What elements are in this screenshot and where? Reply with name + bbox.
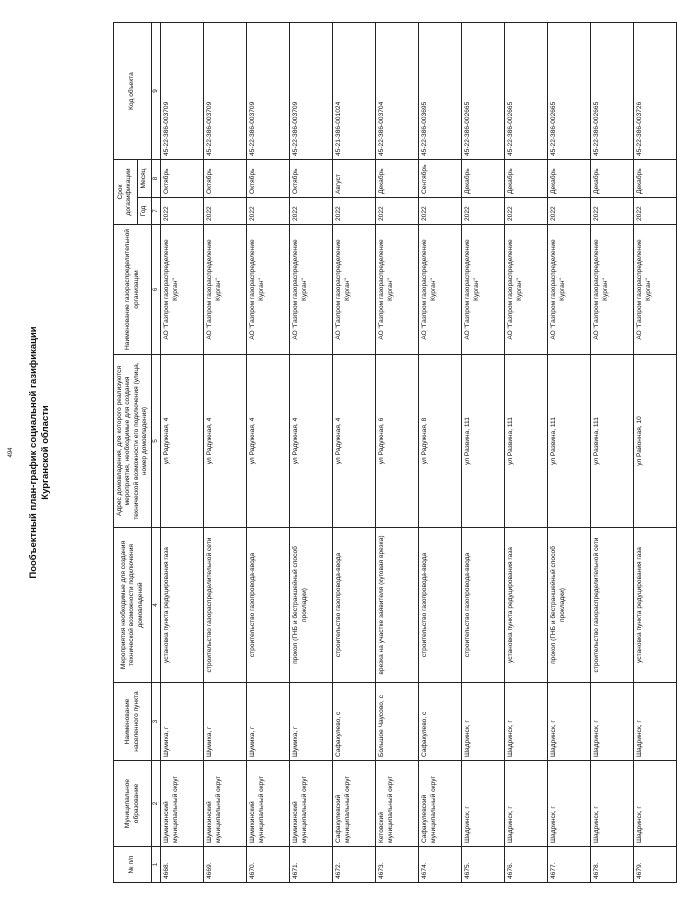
table-row [333,23,376,883]
row-number: 4679. [634,847,677,883]
column-number: 2 [152,761,161,847]
header-col-event: Мероприятия необходимые для создания технической возможности подключения домовладений [114,528,152,683]
title-line-2: Курганской области [40,405,51,500]
organization-cell: АО "Газпром газораспределение Курган" [419,225,462,355]
table-row [290,23,333,883]
address-cell: ул Радужная, 8 [419,355,462,528]
month-cell: Декабрь [548,160,591,198]
table-row [419,23,462,883]
month-cell: Октябрь [290,160,333,198]
code-cell: 45-21-386-001024 [333,23,376,160]
municipality-cell: Шадринск, г [505,761,548,847]
row-number: 4677. [548,847,591,883]
month-cell: Декабрь [634,160,677,198]
row-number: 4676. [505,847,548,883]
address-cell: ул Радужная, 4 [204,355,247,528]
settlement-cell: Шумиха, г [290,683,333,761]
column-numbers-row [152,23,161,883]
address-cell: ул Радужная, 4 [247,355,290,528]
month-cell: Декабрь [376,160,419,198]
column-number: 7 [152,198,161,225]
header-col-month: Месяц [137,160,152,198]
month-cell: Октябрь [161,160,204,198]
organization-cell: АО "Газпром газораспределение Курган" [333,225,376,355]
address-cell: ул Развина, 111 [548,355,591,528]
row-number: 4669. [204,847,247,883]
address-cell: ул Развина, 111 [462,355,505,528]
month-cell: Август [333,160,376,198]
event-cell: строительство газораспределительной сети [591,528,634,683]
settlement-cell: Шадринск, г [548,683,591,761]
organization-cell: АО "Газпром газораспределение Курган" [204,225,247,355]
year-cell: 2022 [548,198,591,225]
municipality-cell: Шадринск, г [634,761,677,847]
municipality-cell: Шумихинский муниципальный округ [247,761,290,847]
plan-table [113,22,677,883]
year-cell: 2022 [376,198,419,225]
code-cell: 45-22-386-002665 [548,23,591,160]
table-row [462,23,505,883]
year-cell: 2022 [247,198,290,225]
address-cell: ул Радужная, 4 [290,355,333,528]
settlement-cell: Шадринск, г [591,683,634,761]
year-cell: 2022 [290,198,333,225]
row-number: 4673. [376,847,419,883]
header-col-organization: Наименование газораспределительной организации [114,225,152,355]
row-number: 4675. [462,847,505,883]
column-number: 9 [152,23,161,160]
settlement-cell: Шадринск, г [462,683,505,761]
table-row [161,23,204,883]
event-cell: строительство газораспределительной сети [204,528,247,683]
municipality-cell: Шумихинский муниципальный округ [161,761,204,847]
month-cell: Декабрь [591,160,634,198]
organization-cell: АО "Газпром газораспределение Курган" [634,225,677,355]
municipality-cell: Кетовский муниципальный округ [376,761,419,847]
settlement-cell: Сафакулево, с [419,683,462,761]
month-cell: Октябрь [204,160,247,198]
year-cell: 2022 [505,198,548,225]
header-col-year: Год [137,198,152,225]
municipality-cell: Шадринск, г [591,761,634,847]
header-col-address: Адрес домовладения, для которого реализуются мероприятия, необходимые для создания технической возможности его подключения (улица, номер домовладения) [114,355,152,528]
address-cell: ул Развина, 111 [505,355,548,528]
table-row [634,23,677,883]
event-cell: установка пункта редуцирования газа [161,528,204,683]
address-cell: ул Районная, 10 [634,355,677,528]
event-cell: установка пункта редуцирования газа [634,528,677,683]
year-cell: 2022 [333,198,376,225]
settlement-cell: Шумиха, г [161,683,204,761]
organization-cell: АО "Газпром газораспределение Курган" [247,225,290,355]
organization-cell: АО "Газпром газораспределение Курган" [376,225,419,355]
column-number: 5 [152,355,161,528]
settlement-cell: Большое Чаусово, с [376,683,419,761]
year-cell: 2022 [462,198,505,225]
header-col-municipality: Муниципальное образование [114,761,152,847]
municipality-cell: Шумихинский муниципальный округ [290,761,333,847]
table-row [591,23,634,883]
municipality-cell: Шадринск, г [548,761,591,847]
column-number: 8 [152,160,161,198]
column-number: 4 [152,528,161,683]
table-row [204,23,247,883]
row-number: 4671. [290,847,333,883]
code-cell: 45-22-386-003709 [247,23,290,160]
code-cell: 45-22-386-003709 [161,23,204,160]
row-number: 4670. [247,847,290,883]
event-cell: строительство газопровода-ввода [333,528,376,683]
column-number: 6 [152,225,161,355]
header-row [114,23,138,883]
year-cell: 2022 [419,198,462,225]
code-cell: 45-22-386-002665 [591,23,634,160]
settlement-cell: Шумиха, г [204,683,247,761]
municipality-cell: Сафакулевский муниципальный округ [333,761,376,847]
year-cell: 2022 [204,198,247,225]
row-number: 4678. [591,847,634,883]
row-number: 4672. [333,847,376,883]
organization-cell: АО "Газпром газораспределение Курган" [462,225,505,355]
code-cell: 45-22-386-002665 [505,23,548,160]
month-cell: Декабрь [505,160,548,198]
row-number: 4668. [161,847,204,883]
organization-cell: АО "Газпром газораспределение Курган" [505,225,548,355]
month-cell: Декабрь [462,160,505,198]
municipality-cell: Шумихинский муниципальный округ [204,761,247,847]
event-cell: строительство газопровода-ввода [247,528,290,683]
settlement-cell: Шадринск, г [634,683,677,761]
table-row [376,23,419,883]
page-number: 494 [8,447,14,458]
month-cell: Сентябрь [419,160,462,198]
table-row [247,23,290,883]
event-cell: строительство газопровода-ввода [419,528,462,683]
organization-cell: АО "Газпром газораспределение Курган" [591,225,634,355]
row-number: 4674. [419,847,462,883]
event-cell: прокол (ГНБ и бестраншейный способ прокладки) [548,528,591,683]
event-cell: строительство газопровода-ввода [462,528,505,683]
code-cell: 45-22-386-002665 [462,23,505,160]
municipality-cell: Шадринск, г [462,761,505,847]
month-cell: Октябрь [247,160,290,198]
header-col-number: № п/п [114,847,152,883]
municipality-cell: Сафакулевский муниципальный округ [419,761,462,847]
address-cell: ул Радужная, 6 [376,355,419,528]
header-col-settlement: Наименование населенного пункта [114,683,152,761]
table-row [505,23,548,883]
organization-cell: АО "Газпром газораспределение Курган" [290,225,333,355]
organization-cell: АО "Газпром газораспределение Курган" [161,225,204,355]
document-title [28,0,52,905]
table-row [548,23,591,883]
organization-cell: АО "Газпром газораспределение Курган" [548,225,591,355]
year-cell: 2022 [591,198,634,225]
event-cell: врезка на участке заявителя (куговая врезка) [376,528,419,683]
address-cell: ул Развина, 111 [591,355,634,528]
title-line-1: Пообъектный план-график социальной газификации [28,326,39,579]
address-cell: ул Радужная, 4 [333,355,376,528]
settlement-cell: Сафакулево, с [333,683,376,761]
address-cell: ул Радужная, 4 [161,355,204,528]
event-cell: прокол (ГНБ и бестраншейный способ прокладки) [290,528,333,683]
event-cell: установка пункта редуцирования газа [505,528,548,683]
column-number: 3 [152,683,161,761]
column-number: 1 [152,847,161,883]
code-cell: 45-22-386-003695 [419,23,462,160]
settlement-cell: Шадринск, г [505,683,548,761]
settlement-cell: Шумиха, г [247,683,290,761]
code-cell: 45-22-386-003704 [376,23,419,160]
year-cell: 2022 [161,198,204,225]
header-col-deadline: Срок догазификации [114,160,138,225]
code-cell: 45-22-386-003726 [634,23,677,160]
code-cell: 45-22-386-003709 [290,23,333,160]
year-cell: 2022 [634,198,677,225]
header-col-code: Код объекта [114,23,152,160]
code-cell: 45-22-386-003709 [204,23,247,160]
